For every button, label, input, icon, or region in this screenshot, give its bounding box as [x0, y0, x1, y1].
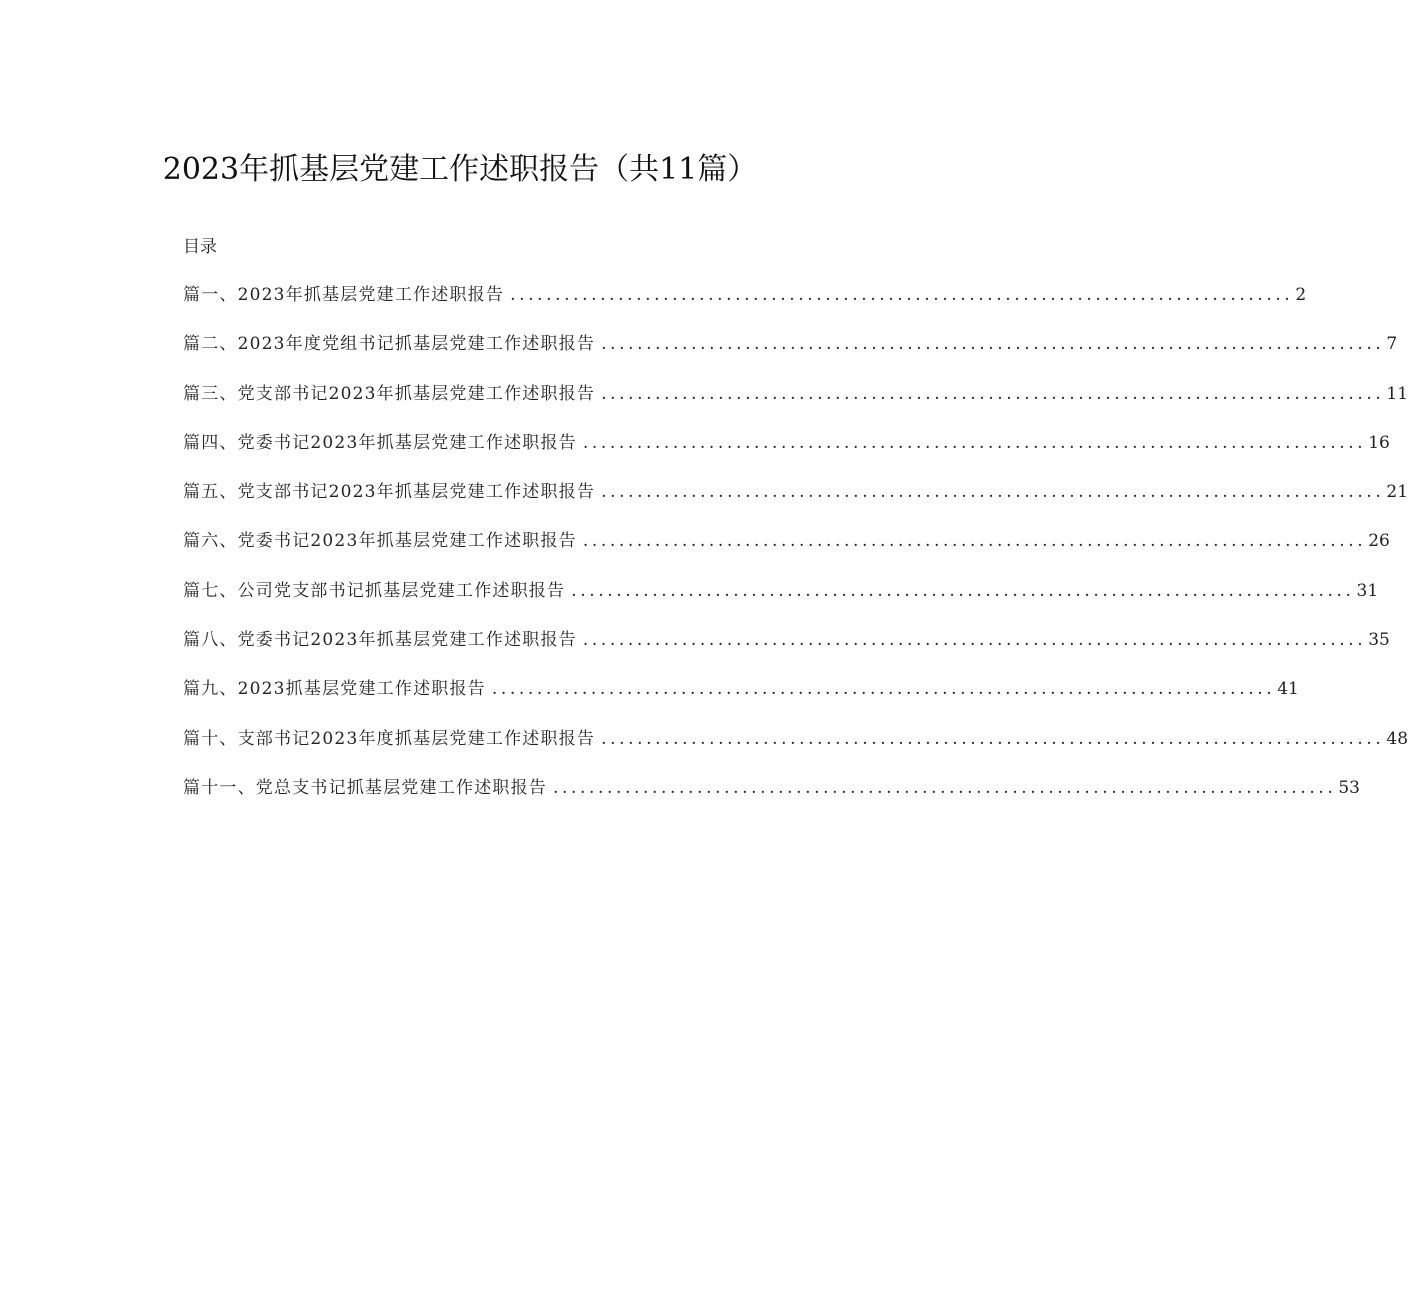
toc-dot-leader: ....................................................................................... — [582, 432, 1367, 453]
toc-dot-leader: ....................................................................................... — [582, 531, 1367, 552]
toc-dot-leader: ....................................................................................... — [601, 482, 1385, 503]
toc-dot-leader: ....................................................................................... — [601, 728, 1385, 749]
toc-entry-label: 篇九、2023抓基层党建工作述职报告 — [183, 679, 486, 700]
toc-page-number: 41 — [1277, 679, 1299, 700]
toc-dot-leader: ....................................................................................... — [601, 383, 1385, 404]
toc-entry-label: 篇四、党委书记2023年抓基层党建工作述职报告 — [183, 432, 577, 453]
toc-entry-label: 篇二、2023年度党组书记抓基层党建工作述职报告 — [183, 334, 596, 355]
toc-entry-8[interactable] — [183, 627, 1390, 676]
toc-entry-label: 篇八、党委书记2023年抓基层党建工作述职报告 — [183, 630, 577, 651]
toc-entry-label: 篇六、党委书记2023年抓基层党建工作述职报告 — [183, 531, 577, 552]
toc-page-number: 53 — [1338, 777, 1360, 798]
toc-entry-2[interactable] — [183, 331, 1398, 380]
toc-entry-label: 篇三、党支部书记2023年抓基层党建工作述职报告 — [183, 383, 596, 404]
toc-entry-10[interactable] — [183, 726, 1408, 775]
toc-dot-leader: ....................................................................................... — [510, 285, 1294, 305]
toc-entry-11[interactable] — [183, 775, 1360, 824]
toc-page-number: 21 — [1386, 482, 1408, 503]
table-of-contents — [183, 282, 1408, 824]
toc-entry-4[interactable] — [183, 430, 1390, 479]
toc-entry-3[interactable] — [183, 381, 1408, 430]
toc-entry-9[interactable] — [183, 676, 1299, 725]
toc-dot-leader: ....................................................................................... — [553, 777, 1337, 798]
toc-entry-6[interactable] — [183, 528, 1390, 577]
toc-page-number: 11 — [1386, 383, 1408, 404]
toc-page-number: 16 — [1368, 432, 1390, 453]
toc-entry-label: 篇十、支部书记2023年度抓基层党建工作述职报告 — [183, 728, 596, 749]
toc-dot-leader: ....................................................................................... — [582, 630, 1367, 651]
toc-page-number: 26 — [1368, 531, 1390, 552]
toc-entry-label: 篇一、2023年抓基层党建工作述职报告 — [183, 285, 505, 305]
toc-entry-label: 篇十一、党总支书记抓基层党建工作述职报告 — [183, 777, 547, 798]
toc-heading: 目录 — [183, 237, 217, 257]
toc-entry-label: 篇七、公司党支部书记抓基层党建工作述职报告 — [183, 580, 566, 601]
toc-page-number: 31 — [1356, 580, 1379, 601]
toc-page-number: 7 — [1386, 334, 1398, 355]
toc-entry-label: 篇五、党支部书记2023年抓基层党建工作述职报告 — [183, 482, 596, 503]
toc-dot-leader: ....................................................................................... — [571, 580, 1355, 601]
toc-entry-7[interactable] — [183, 578, 1379, 627]
toc-entry-5[interactable] — [183, 479, 1408, 528]
document-title: 2023年抓基层党建工作述职报告（共11篇） — [162, 152, 758, 187]
toc-page-number: 35 — [1368, 630, 1390, 651]
toc-entry-1[interactable] — [183, 282, 1307, 331]
toc-page-number: 2 — [1295, 285, 1307, 305]
toc-dot-leader: ....................................................................................... — [601, 334, 1385, 355]
toc-dot-leader: ....................................................................................... — [491, 679, 1276, 700]
toc-page-number: 48 — [1386, 728, 1408, 749]
